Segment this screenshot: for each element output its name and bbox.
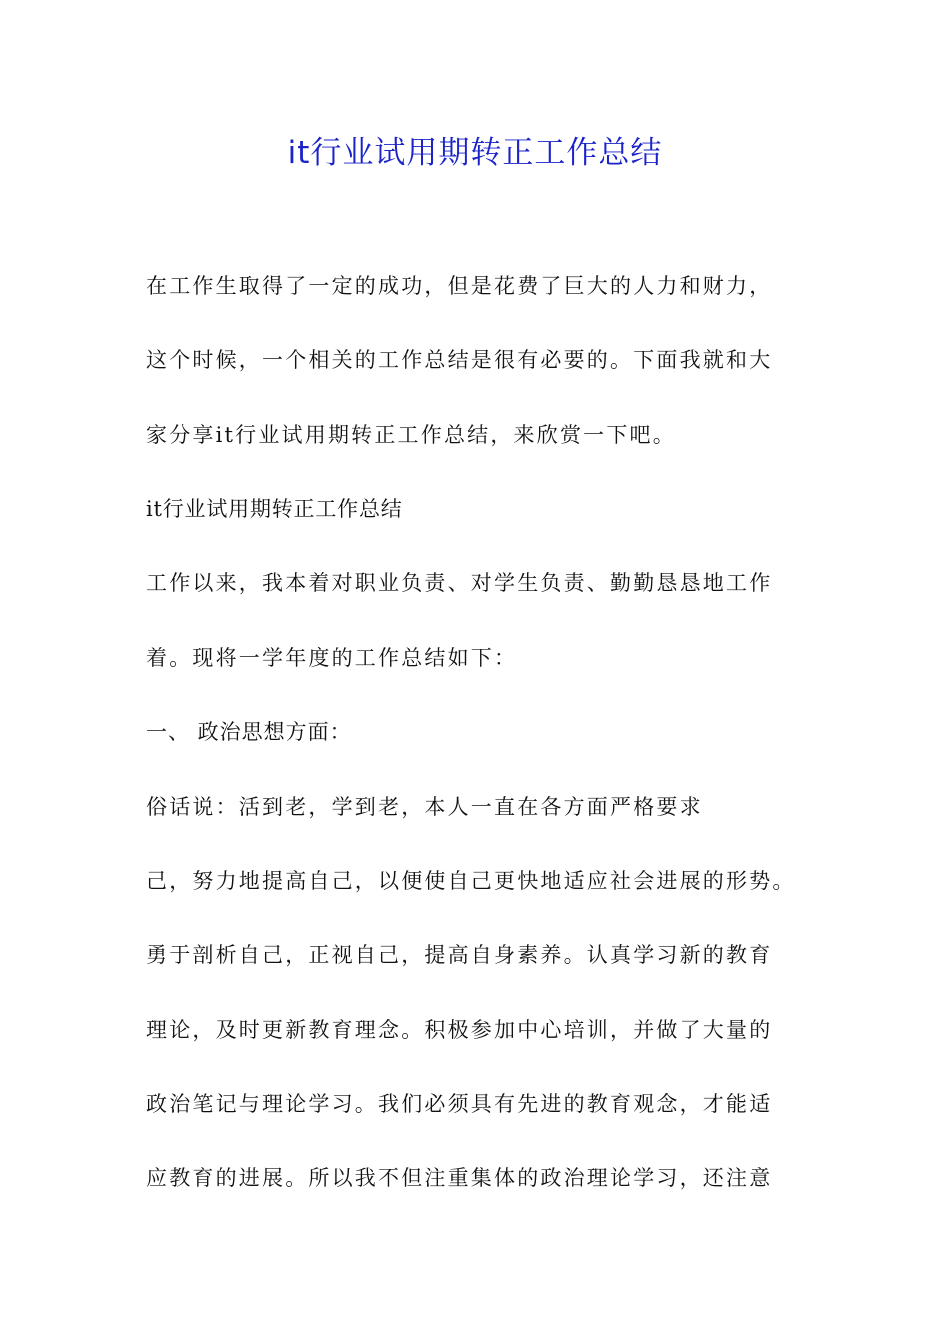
paragraph-line: 家分享it行业试用期转正工作总结，来欣赏一下吧。 [146,423,676,447]
paragraph-line: 俗话说：活到老，学到老，本人一直在各方面严格要求 [146,795,703,819]
paragraph-line: 应教育的进展。所以我不但注重集体的政治理论学习，还注意 [146,1166,773,1190]
paragraph-line: 这个时候，一个相关的工作总结是很有必要的。下面我就和大 [146,348,773,372]
paragraph-line: 着。现将一学年度的工作总结如下： [146,646,518,670]
paragraph-line: 己，努力地提高自己，以便使自己更快地适应社会进展的形势。 [146,869,796,893]
paragraph-line: 勇于剖析自己，正视自己，提高自身素养。认真学习新的教育 [146,943,773,967]
paragraph-line: 政治笔记与理论学习。我们必须具有先进的教育观念，才能适 [146,1092,773,1116]
section-heading: 一、 政治思想方面： [146,720,352,744]
paragraph-line: 理论，及时更新教育理念。积极参加中心培训，并做了大量的 [146,1018,773,1042]
section-subtitle: it行业试用期转正工作总结 [146,497,403,521]
paragraph-line: 在工作生取得了一定的成功，但是花费了巨大的人力和财力， [146,274,773,298]
document-title: it行业试用期转正工作总结 [287,135,663,171]
paragraph-line: 工作以来，我本着对职业负责、对学生负责、勤勤恳恳地工作 [146,571,773,595]
